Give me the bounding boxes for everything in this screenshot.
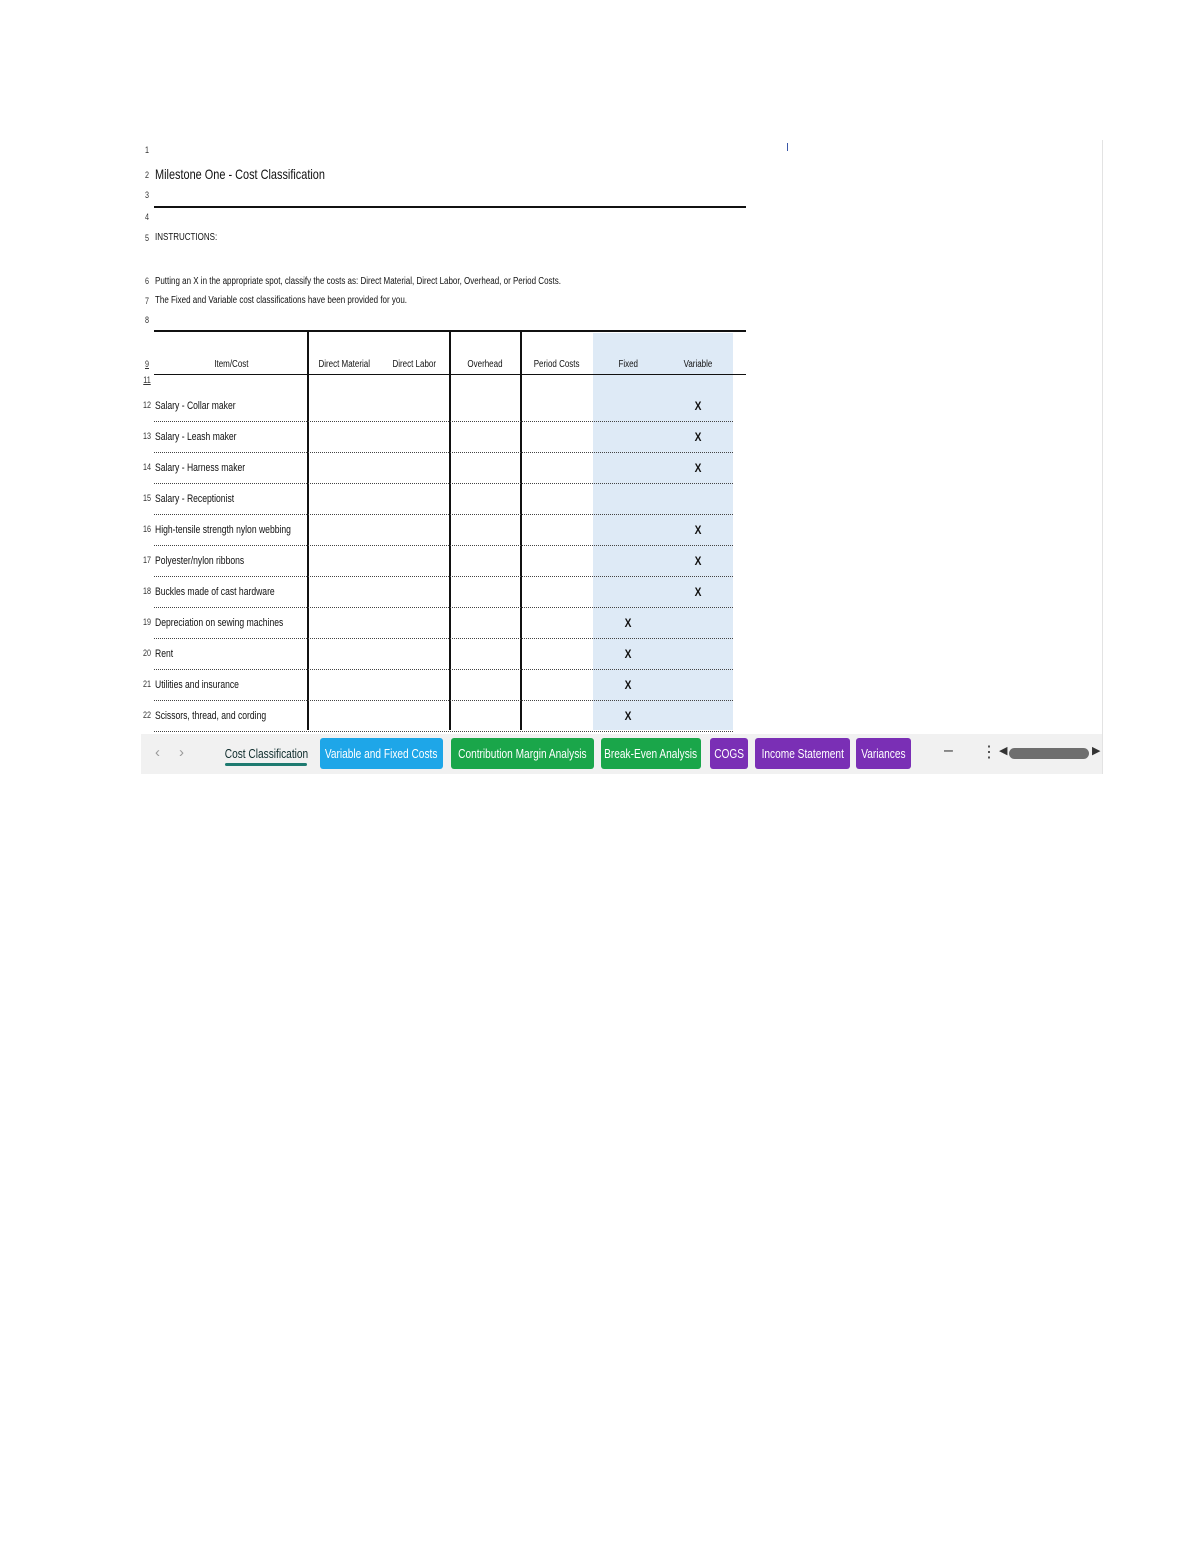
spreadsheet-grid xyxy=(141,140,1103,774)
fixed-mark[interactable]: X xyxy=(624,647,632,661)
variable-mark[interactable]: X xyxy=(694,399,702,413)
row-number[interactable]: 16 xyxy=(143,524,152,534)
row-number[interactable]: 6 xyxy=(144,276,149,286)
item-cost-cell[interactable]: Polyester/nylon ribbons xyxy=(155,555,245,567)
table-row[interactable] xyxy=(141,391,1102,422)
tab-contribution-margin-analysis[interactable]: Contribution Margin Analysis xyxy=(451,738,594,769)
tab-variable-and-fixed-costs[interactable]: Variable and Fixed Costs xyxy=(320,738,443,769)
table-row[interactable] xyxy=(141,577,1102,608)
table-row[interactable] xyxy=(141,422,1102,453)
page-title: Milestone One - Cost Classification xyxy=(155,166,325,182)
chevron-right-icon[interactable]: › xyxy=(179,744,184,761)
row-number[interactable]: 21 xyxy=(143,679,152,689)
item-cost-cell[interactable]: Rent xyxy=(155,648,174,660)
text-cursor xyxy=(787,143,788,151)
item-cost-cell[interactable]: Salary - Receptionist xyxy=(155,493,235,505)
table-row[interactable] xyxy=(141,484,1102,515)
more-vertical-icon[interactable]: ⋮ xyxy=(981,744,997,761)
fixed-mark[interactable]: X xyxy=(624,678,632,692)
variable-mark[interactable]: X xyxy=(694,430,702,444)
row-number[interactable]: 5 xyxy=(144,233,149,243)
table-row[interactable] xyxy=(141,546,1102,577)
item-cost-cell[interactable]: Depreciation on sewing machines xyxy=(155,617,284,629)
table-row[interactable] xyxy=(141,639,1102,670)
row-number[interactable]: 19 xyxy=(143,617,152,627)
column-header-direct-labor[interactable]: Direct Labor xyxy=(392,359,436,370)
row-number[interactable]: 22 xyxy=(143,710,152,720)
row-number[interactable]: 3 xyxy=(144,190,149,200)
item-cost-cell[interactable]: Scissors, thread, and cording xyxy=(155,710,267,722)
tab-cogs[interactable]: COGS xyxy=(710,738,748,769)
tab-break-even-analysis[interactable]: Break-Even Analysis xyxy=(601,738,701,769)
row-number[interactable]: 13 xyxy=(143,431,152,441)
row-number[interactable]: 15 xyxy=(143,493,152,503)
row-number[interactable]: 9 xyxy=(144,359,149,369)
row-divider xyxy=(154,731,733,732)
item-cost-cell[interactable]: Utilities and insurance xyxy=(155,679,239,691)
row-number[interactable]: 17 xyxy=(143,555,152,565)
row-number[interactable]: 7 xyxy=(144,296,149,306)
scroll-left-icon[interactable]: ◀ xyxy=(999,745,1008,757)
chevron-left-icon[interactable]: ‹ xyxy=(155,744,160,761)
tab-income-statement[interactable]: Income Statement xyxy=(755,738,850,769)
item-cost-cell[interactable]: High-tensile strength nylon webbing xyxy=(155,524,291,536)
table-row[interactable] xyxy=(141,453,1102,484)
row-number[interactable]: 2 xyxy=(144,170,149,180)
variable-mark[interactable]: X xyxy=(694,461,702,475)
row-number[interactable]: 12 xyxy=(143,400,152,410)
variable-mark[interactable]: X xyxy=(694,585,702,599)
item-cost-cell[interactable]: Salary - Collar maker xyxy=(155,400,236,412)
item-cost-cell[interactable]: Salary - Leash maker xyxy=(155,431,237,443)
table-row[interactable] xyxy=(141,701,1102,732)
column-header-period-costs[interactable]: Period Costs xyxy=(534,359,580,370)
table-row[interactable] xyxy=(141,608,1102,639)
fixed-mark[interactable]: X xyxy=(624,709,632,723)
table-row[interactable] xyxy=(141,670,1102,701)
title-divider xyxy=(154,206,746,208)
column-header-item-cost[interactable]: Item/Cost xyxy=(213,359,249,370)
horizontal-scrollbar[interactable] xyxy=(1009,748,1089,759)
tab-cost-classification[interactable]: Cost Classification xyxy=(221,738,311,769)
variable-mark[interactable]: X xyxy=(694,523,702,537)
row-number[interactable]: 18 xyxy=(143,586,152,596)
column-header-direct-material[interactable]: Direct Material xyxy=(318,359,370,370)
row-number[interactable]: 11 xyxy=(143,375,151,385)
row-number[interactable]: 20 xyxy=(143,648,152,658)
scroll-right-icon[interactable]: ▶ xyxy=(1092,745,1101,757)
instruction-line: Putting an X in the appropriate spot, classify the costs as: Direct Material, Direct Labor, Overhead, or Period Costs. xyxy=(155,276,561,287)
table-row[interactable] xyxy=(141,515,1102,546)
item-cost-cell[interactable]: Salary - Harness maker xyxy=(155,462,246,474)
column-header-overhead[interactable]: Overhead xyxy=(467,359,503,370)
row-number[interactable]: 14 xyxy=(143,462,152,472)
column-header-variable[interactable]: Variable xyxy=(683,359,713,370)
instruction-line: The Fixed and Variable cost classifications have been provided for you. xyxy=(155,295,407,306)
column-header-fixed[interactable]: Fixed xyxy=(618,359,638,370)
variable-mark[interactable]: X xyxy=(694,554,702,568)
instructions-heading: INSTRUCTIONS: xyxy=(155,232,218,243)
fixed-mark[interactable]: X xyxy=(624,616,632,630)
sheet-tab-bar xyxy=(141,734,1102,774)
row-number[interactable]: 4 xyxy=(144,212,149,222)
tab-variances[interactable]: Variances xyxy=(856,738,911,769)
row-number[interactable]: 8 xyxy=(144,315,149,325)
row-number[interactable]: 1 xyxy=(144,145,149,155)
item-cost-cell[interactable]: Buckles made of cast hardware xyxy=(155,586,275,598)
minus-icon[interactable]: – xyxy=(944,742,953,759)
